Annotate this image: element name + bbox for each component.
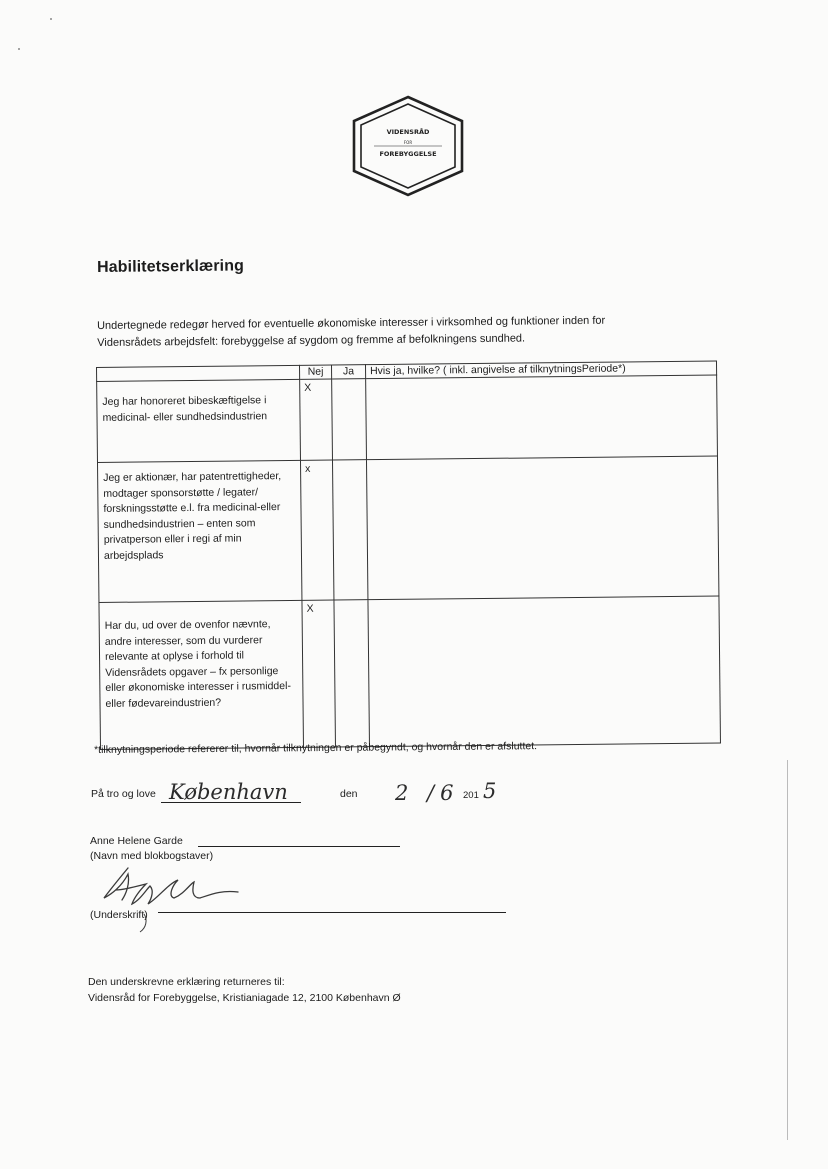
den-label: den <box>340 788 358 800</box>
question-cell <box>97 379 301 462</box>
ja-mark <box>332 379 365 381</box>
declaration-table-wrapper <box>96 361 720 748</box>
hexagon-logo-icon <box>352 95 464 197</box>
header-nej: Nej <box>299 365 331 379</box>
details-cell[interactable] <box>368 596 721 747</box>
footnote: *tilknytningsperiode refererer til, hvornår tilknytningen er påbegyndt, og hvornår den er afsluttet. <box>94 740 538 756</box>
signature-block <box>88 860 518 940</box>
details-cell[interactable] <box>366 456 718 600</box>
signature-scribble-icon <box>88 860 288 940</box>
intro-line-2: Vidensrådets arbejdsfelt: forebyggelse af sygdom og fremme af befolkningens sundhed. <box>97 332 526 349</box>
ja-mark <box>333 460 366 462</box>
intro-text <box>97 312 657 352</box>
header-details: Hvis ja, hvilke? ( inkl. angivelse af tilknytningsPeriode*) <box>365 361 716 379</box>
year-handwritten[interactable]: 5 <box>483 779 497 803</box>
vidensraad-logo <box>352 95 464 197</box>
declaration-table <box>96 360 721 749</box>
nej-mark: X <box>306 602 314 615</box>
table-row <box>98 456 719 602</box>
name-value[interactable]: Anne Helene Garde <box>90 835 183 847</box>
nej-cell[interactable] <box>300 460 333 600</box>
ja-cell[interactable] <box>332 379 367 460</box>
scan-edge <box>787 760 788 1140</box>
question-text: Jeg har honoreret bibeskæftigelse i medicinal- eller sundhedsindustrien <box>102 394 268 424</box>
year-prefix: 201 <box>463 790 479 801</box>
declaration-row <box>91 779 531 816</box>
intro-line-1: Undertegnede redegør herved for eventuelle økonomiske interesser i virksomhed og funktioner inden for <box>97 314 606 332</box>
details-cell[interactable] <box>366 375 718 460</box>
question-cell <box>99 600 304 749</box>
nej-cell[interactable] <box>302 600 336 747</box>
ja-mark <box>334 600 367 602</box>
return-address <box>88 974 401 1006</box>
place-handwritten[interactable]: København <box>169 780 288 804</box>
date-handwritten[interactable]: 2 /6 <box>395 781 460 805</box>
nej-cell[interactable] <box>300 379 333 460</box>
question-cell <box>98 460 302 602</box>
place-underline <box>161 802 301 803</box>
scan-speck <box>18 48 20 50</box>
header-ja: Ja <box>331 365 365 379</box>
nej-mark: X <box>304 381 312 394</box>
name-underline <box>198 846 400 847</box>
return-line-2: Vidensråd for Forebyggelse, Kristianiagade 12, 2100 København Ø <box>88 992 401 1004</box>
return-line-1: Den underskrevne erklæring returneres til: <box>88 976 285 988</box>
logo-text-line1: VIDENSRÅD <box>386 128 430 136</box>
table-row <box>97 375 718 462</box>
signature-label: (Underskrift) <box>90 909 148 921</box>
scan-speck <box>50 18 52 20</box>
ja-cell[interactable] <box>332 460 367 600</box>
table-row <box>99 596 721 749</box>
ja-cell[interactable] <box>334 600 370 747</box>
nej-mark: x <box>305 462 311 475</box>
signature-underline <box>158 912 506 913</box>
logo-text-line2: FOR <box>403 140 413 145</box>
question-text: Jeg er aktionær, har patentrettigheder, modtager sponsorstøtte / legater/ forskningsstøtte e.l. fra medicinal-eller sundhedsindustrien – enten som privatperson eller i regi af min arbejdsplads <box>103 470 282 562</box>
declaration-label: På tro og love <box>91 788 156 800</box>
page-title: Habilitetserklæring <box>97 257 245 276</box>
logo-text-line3: FOREBYGGELSE <box>379 150 437 158</box>
question-text: Har du, ud over de ovenfor nævnte, andre interesser, som du vurderer relevante at oplyse i forhold til Vidensrådets opgaver – fx personlige eller økonomiske interesser i rusmiddel- eller fødevareindustrien? <box>104 618 291 710</box>
name-label: (Navn med blokbogstaver) <box>90 850 214 862</box>
